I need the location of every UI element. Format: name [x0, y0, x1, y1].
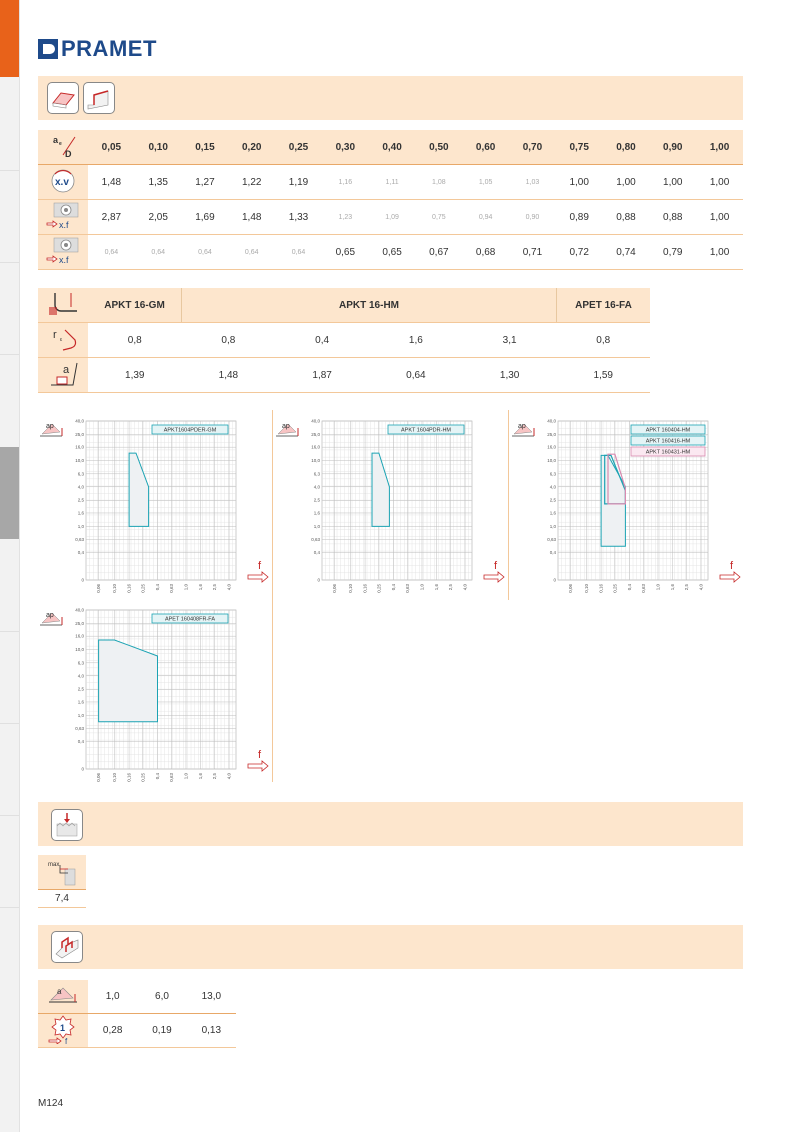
chart-apkt-gm [38, 412, 270, 597]
y-tick-label: 0 [317, 577, 320, 583]
x-tick-label: 1,6 [198, 584, 204, 591]
corner-radius-value: 1,6 [369, 323, 463, 358]
y-tick-label: 16,0 [547, 444, 556, 450]
ap-value: 1,0 [88, 980, 137, 1014]
y-tick-label: 2,5 [313, 497, 320, 503]
ae-d-value: 0,05 [88, 130, 135, 165]
feed-factor-value: 0,65 [322, 235, 369, 270]
ap-value: 6,0 [137, 980, 186, 1014]
feed-factor-value: 0,67 [415, 235, 462, 270]
x-tick-label: 4,0 [698, 584, 704, 591]
chart-apkt-hm-variants [510, 412, 742, 597]
chart-apkt-hm-svg [274, 412, 506, 597]
feed-factor-value: 2,05 [135, 200, 182, 235]
page-number: M124 [38, 1098, 64, 1109]
y-tick-label: 1,6 [77, 510, 84, 516]
svg-text:ε: ε [60, 336, 63, 343]
ae-d-row [38, 130, 743, 165]
feed-arrow-icon [248, 749, 268, 771]
chart-apkt-gm-svg [38, 412, 270, 597]
y-tick-label: 0 [553, 577, 556, 583]
y-tick-label: 1,6 [313, 510, 320, 516]
y-tick-label: 10,0 [547, 458, 556, 464]
corner-icon-cell [38, 288, 88, 323]
svg-text:f: f [65, 1037, 68, 1044]
x-tick-label: 0,63 [405, 584, 411, 593]
feed-factor-row-1 [38, 200, 743, 235]
ap-axis-icon [40, 423, 62, 436]
speed-factor-label [38, 165, 88, 200]
corner-radius-row [38, 323, 650, 358]
feed-factor-value: 0,88 [649, 200, 696, 235]
speed-factor-value: 1,00 [556, 165, 603, 200]
y-tick-label: 25,0 [547, 431, 556, 437]
x-tick-label: 0,25 [140, 773, 146, 782]
ap-axis-icon [276, 423, 298, 436]
y-tick-label: 2,5 [77, 497, 84, 503]
feed-factor-value: 2,87 [88, 200, 135, 235]
feed-factor-text-1: x.f [59, 219, 69, 230]
legend-label: APKT 160416-HM [645, 438, 691, 445]
chamfer-value: 0,64 [369, 358, 463, 393]
chart-apet-fa-svg [38, 601, 270, 786]
ap-axis-label: ap [282, 423, 290, 430]
y-tick-label: 0,63 [75, 537, 84, 543]
x-tick-label: 0,06 [96, 773, 102, 782]
y-tick-label: 6,3 [313, 471, 320, 477]
feed-factor-label-2 [38, 235, 88, 270]
feed-arrow-shape [484, 572, 504, 582]
feed-factor-text-2: x.f [59, 254, 69, 265]
x-tick-label: 0,06 [568, 584, 574, 593]
speed-factor-value: 1,08 [415, 165, 462, 200]
y-tick-label: 4,0 [313, 484, 320, 490]
x-tick-label: 1,0 [183, 773, 189, 780]
y-tick-label: 4,0 [549, 484, 556, 490]
y-tick-label: 0,4 [77, 550, 84, 556]
y-tick-label: 0 [81, 766, 84, 772]
x-tick-label: 0,06 [332, 584, 338, 593]
y-tick-label: 4,0 [77, 484, 84, 490]
y-tick-label: 40,0 [311, 418, 320, 424]
operating-area [99, 640, 158, 722]
feed-factor-row-2 [38, 235, 743, 270]
x-tick-label: 2,5 [211, 584, 217, 591]
chart-apkt-hm-variants-svg [510, 412, 742, 597]
x-tick-label: 4,0 [226, 584, 232, 591]
speed-factor-value: 1,19 [275, 165, 322, 200]
slot-milling-icon [51, 931, 83, 963]
section-header-ramping [38, 802, 743, 846]
svg-text:1: 1 [60, 1023, 66, 1033]
chamfer-value: 1,48 [182, 358, 276, 393]
brand-name: PRAMET [61, 36, 157, 61]
y-tick-label: 16,0 [75, 633, 84, 639]
feed-factor-value: 0,94 [462, 200, 509, 235]
ae-d-value: 0,10 [135, 130, 182, 165]
x-tick-label: 1,0 [655, 584, 661, 591]
legend-label: APKT1604PDER-GM [163, 427, 217, 434]
feed-factor-value: 1,48 [228, 200, 275, 235]
ap-axis-icon [512, 423, 534, 436]
speed-factor-value: 1,00 [603, 165, 650, 200]
chart-apet-fa [38, 601, 270, 786]
corner-radius-label [38, 323, 88, 358]
feed-arrow-shape [720, 572, 740, 582]
x-tick-label: 4,0 [226, 773, 232, 780]
speed-factor-row [38, 165, 743, 200]
x-tick-label: 1,6 [670, 584, 676, 591]
ae-d-value: 0,30 [322, 130, 369, 165]
y-tick-label: 1,6 [549, 510, 556, 516]
ae-d-value: 0,80 [603, 130, 650, 165]
shoulder-milling-icon [83, 82, 115, 114]
insert-geometry-table [38, 288, 650, 393]
ae-d-value: 1,00 [696, 130, 743, 165]
x-tick-label: 0,16 [126, 773, 132, 782]
y-tick-label: 25,0 [75, 620, 84, 626]
y-tick-label: 1,0 [313, 523, 320, 529]
speed-factor-value: 1,48 [88, 165, 135, 200]
corner-radius-value: 0,8 [182, 323, 276, 358]
side-tab-strip [0, 0, 20, 1132]
x-tick-label: 0,25 [612, 584, 618, 593]
y-tick-label: 1,0 [549, 523, 556, 529]
y-tick-label: 40,0 [547, 418, 556, 424]
feed-arrow-icon [720, 560, 740, 582]
speed-factor-text: x.v [55, 176, 69, 188]
y-tick-label: 16,0 [311, 444, 320, 450]
feed-factor-value: 1,69 [182, 200, 229, 235]
x-tick-label: 0,25 [376, 584, 382, 593]
x-tick-label: 0,4 [155, 584, 161, 591]
y-tick-label: 0,63 [311, 537, 320, 543]
y-tick-label: 1,6 [77, 699, 84, 705]
ramping-icon [51, 809, 83, 841]
feed-arrow-shape [248, 761, 268, 771]
speed-factor-value: 1,16 [322, 165, 369, 200]
legend-label: APKT 160404-HM [645, 427, 691, 434]
chamfer-value: 1,30 [463, 358, 557, 393]
y-tick-label: 10,0 [311, 458, 320, 464]
feed-value: 0,13 [187, 1014, 236, 1048]
insert-group-row [38, 288, 650, 323]
feed-arrow-icon [248, 560, 268, 582]
ap-axis-label: ap [46, 423, 54, 430]
y-tick-label: 25,0 [75, 431, 84, 437]
x-tick-label: 0,4 [391, 584, 397, 591]
feed-arrow-shape [248, 572, 268, 582]
y-tick-label: 10,0 [75, 458, 84, 464]
y-tick-label: 0,4 [549, 550, 556, 556]
feed-per-tooth-label [38, 1014, 88, 1048]
feed-axis-label: f [258, 749, 262, 761]
speed-factor-value: 1,27 [182, 165, 229, 200]
slot-feed-table [38, 980, 236, 1048]
feed-value: 0,28 [88, 1014, 137, 1048]
group-apkt-hm: APKT 16-HM [182, 288, 557, 323]
ap-axis-label: ap [518, 423, 526, 430]
y-tick-label: 16,0 [75, 444, 84, 450]
active-section-tab[interactable] [0, 0, 19, 77]
corner-radius-value: 0,8 [88, 323, 182, 358]
brand-logo [38, 36, 157, 62]
group-apkt-gm: APKT 16-GM [88, 288, 182, 323]
speed-factor-value: 1,22 [228, 165, 275, 200]
corner-radius-value: 0,4 [275, 323, 369, 358]
feed-factor-value: 0,64 [275, 235, 322, 270]
feed-axis-label: f [258, 560, 262, 572]
ae-d-value: 0,50 [415, 130, 462, 165]
x-tick-label: 0,16 [598, 584, 604, 593]
feed-row [38, 1014, 236, 1048]
y-tick-label: 40,0 [75, 418, 84, 424]
y-tick-label: 0 [81, 577, 84, 583]
legend-label: APKT 1604PDR-HM [400, 427, 452, 434]
chart-apkt-hm [274, 412, 506, 597]
ap-value: 13,0 [187, 980, 236, 1014]
feed-factor-value: 0,89 [556, 200, 603, 235]
feed-factor-value: 1,33 [275, 200, 322, 235]
legend-label: APKT 160431-HM [645, 449, 691, 456]
feed-factor-value: 0,72 [556, 235, 603, 270]
x-tick-label: 0,63 [641, 584, 647, 593]
x-tick-label: 0,10 [347, 584, 353, 593]
corner-radius-symbol: r [53, 328, 57, 341]
feed-factor-value: 0,64 [135, 235, 182, 270]
x-tick-label: 0,4 [155, 773, 161, 780]
y-tick-label: 40,0 [75, 607, 84, 613]
ae-d-value: 0,90 [649, 130, 696, 165]
feed-value: 0,19 [137, 1014, 186, 1048]
x-tick-label: 1,0 [419, 584, 425, 591]
feed-factor-value: 1,00 [696, 235, 743, 270]
ap-axis-icon [40, 612, 62, 625]
feed-factor-label-1 [38, 200, 88, 235]
feed-factor-value: 0,64 [228, 235, 275, 270]
y-tick-label: 0,4 [77, 739, 84, 745]
ramp-max-label: max [48, 862, 60, 868]
y-tick-label: 6,3 [77, 660, 84, 666]
feed-factor-value: 0,64 [182, 235, 229, 270]
ae-d-value: 0,75 [556, 130, 603, 165]
x-tick-label: 2,5 [211, 773, 217, 780]
feed-axis-label: f [494, 560, 498, 572]
x-tick-label: 4,0 [462, 584, 468, 591]
speed-factor-value: 1,00 [696, 165, 743, 200]
feed-factor-value: 1,23 [322, 200, 369, 235]
cutting-correction-table [38, 130, 743, 270]
x-tick-label: 0,25 [140, 584, 146, 593]
feed-factor-value: 0,74 [603, 235, 650, 270]
y-tick-label: 6,3 [77, 471, 84, 477]
x-tick-label: 0,63 [169, 584, 175, 593]
chamfer-value: 1,87 [275, 358, 369, 393]
face-milling-icon [47, 82, 79, 114]
feed-arrow-icon [484, 560, 504, 582]
ramp-max-box [38, 855, 86, 890]
svg-text:e: e [59, 140, 62, 147]
section-header-slotting [38, 925, 743, 969]
speed-factor-value: 1,11 [369, 165, 416, 200]
chamfer-value: 1,39 [88, 358, 182, 393]
ap-row [38, 980, 236, 1014]
x-tick-label: 0,16 [362, 584, 368, 593]
feed-factor-value: 0,90 [509, 200, 556, 235]
svg-text:a: a [57, 987, 62, 996]
y-tick-label: 0,63 [547, 537, 556, 543]
feed-factor-value: 0,79 [649, 235, 696, 270]
speed-factor-value: 1,03 [509, 165, 556, 200]
ae-d-label [38, 130, 88, 165]
svg-text:D: D [65, 148, 72, 159]
svg-text:a: a [53, 134, 59, 145]
y-tick-label: 1,0 [77, 712, 84, 718]
feed-factor-value: 1,00 [696, 200, 743, 235]
x-tick-label: 0,06 [96, 584, 102, 593]
feed-factor-value: 0,88 [603, 200, 650, 235]
chamfer-label [38, 358, 88, 393]
y-tick-label: 2,5 [549, 497, 556, 503]
speed-factor-value: 1,00 [649, 165, 696, 200]
corner-radius-value: 3,1 [463, 323, 557, 358]
ae-d-value: 0,70 [509, 130, 556, 165]
x-tick-label: 1,0 [183, 584, 189, 591]
ae-d-value: 0,60 [462, 130, 509, 165]
x-tick-label: 1,6 [198, 773, 204, 780]
section-header-milling [38, 76, 743, 120]
x-tick-label: 0,10 [111, 584, 117, 593]
ramp-max-value: 7,4 [38, 890, 86, 908]
x-tick-label: 2,5 [447, 584, 453, 591]
y-tick-label: 2,5 [77, 686, 84, 692]
x-tick-label: 0,10 [583, 584, 589, 593]
x-tick-label: 0,63 [169, 773, 175, 782]
x-tick-label: 0,4 [627, 584, 633, 591]
ap-label [38, 980, 88, 1014]
x-tick-label: 0,16 [126, 584, 132, 593]
corner-radius-value: 0,8 [557, 323, 651, 358]
y-tick-label: 0,63 [75, 726, 84, 732]
feed-factor-value: 0,68 [462, 235, 509, 270]
y-tick-label: 0,4 [313, 550, 320, 556]
y-tick-label: 10,0 [75, 647, 84, 653]
feed-factor-value: 0,75 [415, 200, 462, 235]
chamfer-row [38, 358, 650, 393]
chamfer-value: 1,59 [557, 358, 651, 393]
pramet-logo-icon [38, 39, 58, 59]
speed-factor-value: 1,05 [462, 165, 509, 200]
feed-factor-value: 0,64 [88, 235, 135, 270]
y-tick-label: 25,0 [311, 431, 320, 437]
ae-d-value: 0,15 [182, 130, 229, 165]
current-chapter-tab[interactable] [0, 447, 19, 539]
y-tick-label: 6,3 [549, 471, 556, 477]
ae-d-value: 0,25 [275, 130, 322, 165]
feed-factor-value: 0,65 [369, 235, 416, 270]
speed-factor-value: 1,35 [135, 165, 182, 200]
y-tick-label: 4,0 [77, 673, 84, 679]
svg-text:a: a [63, 363, 70, 376]
x-tick-label: 2,5 [683, 584, 689, 591]
legend-label: APET 160408FR-FA [164, 616, 216, 623]
ae-d-value: 0,40 [369, 130, 416, 165]
group-apet-fa: APET 16-FA [557, 288, 651, 323]
y-tick-label: 1,0 [77, 523, 84, 529]
x-tick-label: 1,6 [434, 584, 440, 591]
feed-factor-value: 0,71 [509, 235, 556, 270]
x-tick-label: 0,10 [111, 773, 117, 782]
ap-axis-label: ap [46, 612, 54, 619]
feed-axis-label: f [730, 560, 734, 572]
feed-factor-value: 1,09 [369, 200, 416, 235]
ae-d-value: 0,20 [228, 130, 275, 165]
